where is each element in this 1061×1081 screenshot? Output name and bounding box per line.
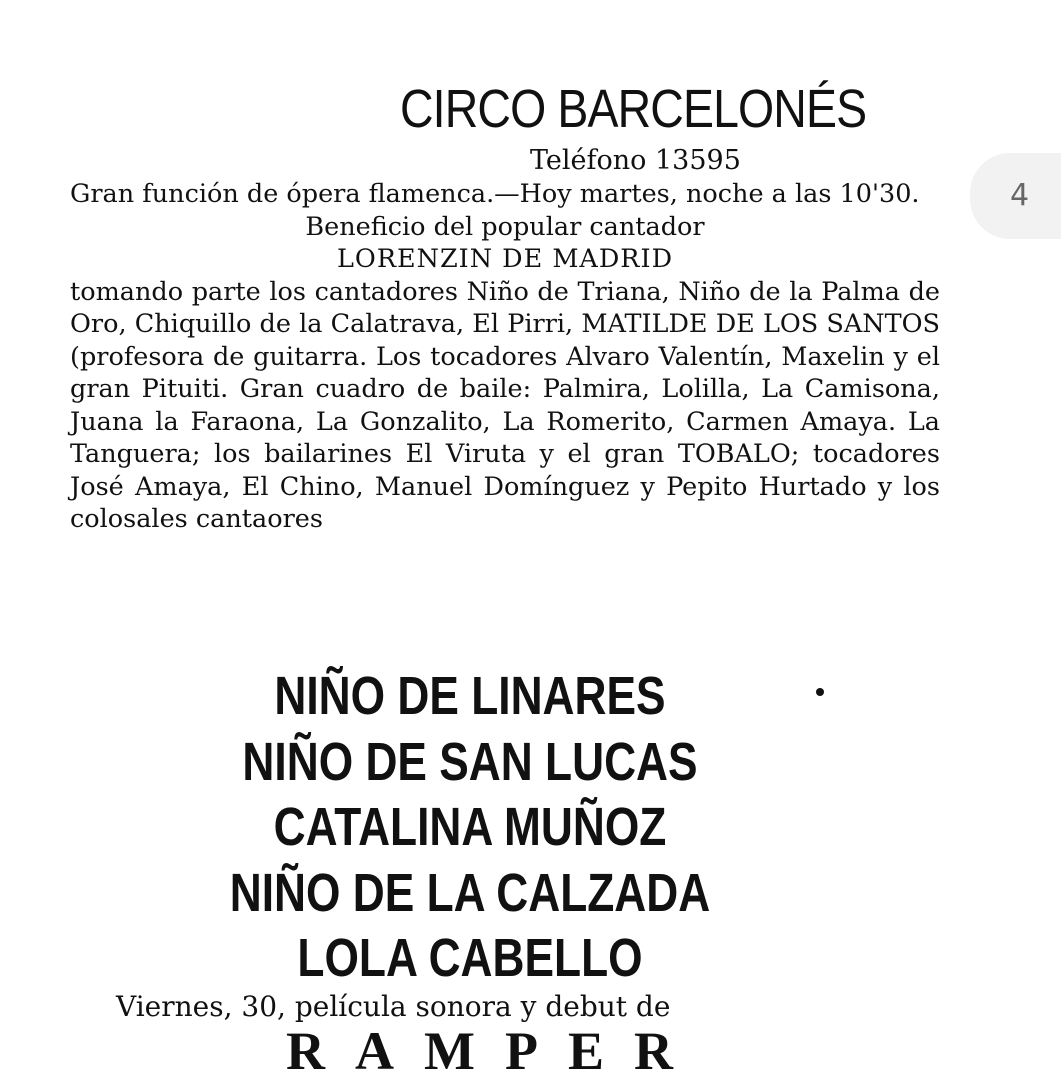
- headliner-name: NIÑO DE LINARES: [274, 666, 666, 726]
- benefit-name: LORENZIN DE MADRID: [336, 244, 674, 274]
- footer-name: RAMPER: [286, 1021, 703, 1081]
- footer-line: Viernes, 30, película sonora y debut de: [116, 990, 671, 1023]
- print-speck: [816, 688, 824, 696]
- cast-paragraph: tomando parte los cantadores Niño de Triana, Niño de la Palma de Oro, Chiquillo de la Calatrava, El Pirri, MATILDE DE LOS SANTOS (profesora de guitarra. Los tocadores Alvaro Valentín, Maxelin y el gran Pituiti. Gran cuadro de baile: Palmira, Lolilla, La Camisona, Juana la Faraona, La Gonzalito, La Romerito, Carmen Amaya. La Tanguera; los bailarines El Viruta y el gran TOBALO; tocadores José Amaya, El Chino, Manuel Domínguez y Pepito Hurtado y los colosales cantaores: [70, 276, 940, 534]
- benefit-line: Beneficio del popular cantador: [305, 211, 705, 242]
- newspaper-clipping: [60, 70, 950, 1080]
- intro-paragraph: Gran función de ópera flamenca.—Hoy martes, noche a las 10'30.: [70, 179, 920, 209]
- headliner-name: NIÑO DE LA CALZADA: [229, 862, 711, 923]
- headliner-name: NIÑO DE SAN LUCAS: [242, 731, 698, 792]
- headliner-name: LOLA CABELLO: [297, 928, 643, 988]
- headliner-list: [160, 664, 780, 992]
- headliner-name: CATALINA MUÑOZ: [273, 797, 667, 857]
- clipping-title: CIRCO BARCELONÉS: [400, 79, 867, 139]
- phone-number: Teléfono 13595: [530, 145, 741, 176]
- announcement-body: [70, 178, 940, 536]
- page-indicator[interactable]: 4: [970, 153, 1061, 239]
